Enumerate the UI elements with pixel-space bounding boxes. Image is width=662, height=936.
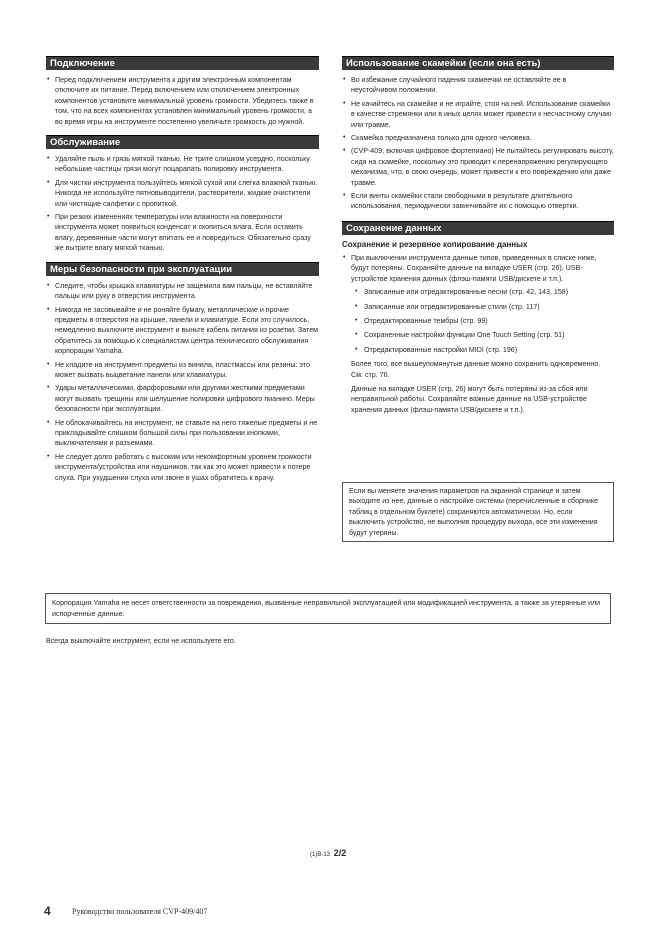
section-title: Подключение [46, 56, 319, 70]
list-item: • Не кладите на инструмент предметы из винила, пластмассы или резины: это может вызвать выцветание панели или клавиатуры. [46, 360, 319, 381]
list-item: • Скамейка предназначена только для одного человека. [342, 133, 614, 143]
list-item: • Удаляйте пыль и грязь мягкой тканью. Не трите слишком усердно, поскольку небольшие частицы грязи могут поцарапать полировку инструмента. [46, 154, 319, 175]
sub-list-item: • Отредактированные настройки MIDI (стр. 196) [342, 345, 614, 355]
section-subtitle: Сохранение и резервное копирование данных [342, 239, 528, 249]
list-item: • Не облокачивайтесь на инструмент, не ставьте на него тяжелые предметы и не прикладывайте слишком большой силы при пользовании кнопками, выключателями и разъемами. [46, 418, 319, 449]
list-item: • (CVP-409, включая цифровое фортепиано) Не пытайтесь регулировать высоту, сидя на скамейке, поскольку это приводит к перенапряжению регулирующего механизма, что, в свою очередь, может привести к его повреждению или даже травме. [342, 146, 614, 188]
section-title: Использование скамейки (если она есть) [342, 56, 614, 70]
section-title: Меры безопасности при эксплуатации [46, 262, 319, 276]
section-maintenance [46, 135, 319, 254]
list-item: • Не качайтесь на скамейке и не играйте, стоя на ней. Использование скамейки в качестве стремянки или в иных целях может привести к несчастному случаю или травме. [342, 99, 614, 130]
list-item: • Не следует долго работать с высоким или некомфортным уровнем громкости инструмента/устройства или наушников, так как это может привести к потере слуха. При ухудшении слуха или звоне в ушах обратитесь к врачу. [46, 452, 319, 483]
section-connection [46, 56, 319, 127]
disclaimer-box: Корпорация Yamaha не несет ответственности за повреждения, вызванные неправильной эксплуатацией или модификацией инструмента, а также за утерянные или испорченные данные. [45, 593, 611, 624]
list-item: • При резких изменениях температуры или влажности на поверхности инструмента может появиться конденсат и скопиться влага. Если оставить влагу, деревянные части могут впитать ее и повредиться. Обязательно сразу же вытрите влагу мягкой тканью. [46, 212, 319, 254]
sub-list-item: • Записанные или отредактированные песни (стр. 42, 143, 158) [342, 287, 614, 297]
manual-title: Руководство пользователя CVP-409/407 [72, 907, 208, 916]
list-item: • Удары металлическими, фарфоровыми или другими жесткими предметами могут вызвать трещины или шелушение полировки цифрового пианино. Меры безопасности при эксплуатации. [46, 383, 319, 414]
note-box: Если вы меняете значения параметров на экранной странице и затем выходите из нее, данные о настройке системы (перечисленные в сборнике таблиц в отдельном буклете) сохраняются автоматически. Но, если выключить устройство, не выполнив процедуру выхода, все эти изменения будут утеряны. [342, 482, 614, 542]
left-column [46, 56, 319, 486]
list-item: • При выключении инструмента данные типов, приведенных в списке ниже, будут потеряны. Сохраняйте данные на вкладке USER (стр. 26), USB-устройстве хранения данных (флэш-памяти USB/дискете и т.п.). [342, 253, 614, 284]
paragraph: Данные на вкладке USER (стр. 26) могут быть потеряны из-за сбоя или неправильной работы. Сохраняйте важные данные на USB-устройстве хранения данных (флэш-памяти USB/дискете и т.п.). [351, 384, 588, 414]
list-item: • Если винты скамейки стали свободными в результате длительного использования, периодически завинчивайте их с помощью отвертки. [342, 191, 614, 212]
section-title: Обслуживание [46, 135, 319, 149]
list-item: • Следите, чтобы крышка клавиатуры не защемила вам пальцы, не вставляйте пальцы или руку в отверстия инструмента. [46, 281, 319, 302]
sub-list-item: • Отредактированные тембры (стр. 99) [342, 316, 614, 326]
section-saving [342, 221, 614, 415]
section-safety [46, 262, 319, 483]
sub-list-item: • Записанные или отредактированные стили (стр. 117) [342, 302, 614, 312]
right-column [342, 56, 614, 419]
section-title: Сохранение данных [342, 221, 614, 235]
list-item: • Перед подключением инструмента к другим электронным компонентам отключите их питание. Перед включением или отключением электронных компонентов установите минимальный уровень громкости. Убедитесь также в том, что на всех компонентах установлен минимальный уровень громкости, а во время игры на инструменте постепенно увеличьте громкость до нужной. [46, 75, 319, 127]
code-page: 2/2 [333, 848, 347, 858]
sub-list-item: • Сохраненные настройки функции One Touch Setting (стр. 51) [342, 330, 614, 340]
list-item: • Во избежание случайного падения скамеечки не оставляйте ее в неустойчивом положении. [342, 75, 614, 96]
list-item: • Для чистки инструмента пользуйтесь мягкой сухой или слегка влажной тканью. Никогда не используйте пятновыводители, растворители, жидкие очистители или чистящие салфетки с пропиткой. [46, 178, 319, 209]
list-item: • Никогда не засовывайте и не роняйте бумагу, металлические и прочие предметы в отверстия на крышке, панели и клавиатуре. Если это случилось, немедленно выключите инструмент и выньте кабель питания из розетки. Затем обратитесь за помощью к специалистам центра технического обслуживания корпорации Yamaha. [46, 305, 319, 357]
paragraph: Более того, все вышеупомянутые данные можно сохранить одновременно. См. стр. 76. [351, 360, 601, 379]
page-number: 4 [44, 904, 51, 918]
page-code [310, 848, 346, 858]
power-off-note: Всегда выключайте инструмент, если не используете его. [46, 637, 236, 645]
section-bench [342, 56, 614, 212]
code-label: (1)B-13 [310, 852, 331, 858]
